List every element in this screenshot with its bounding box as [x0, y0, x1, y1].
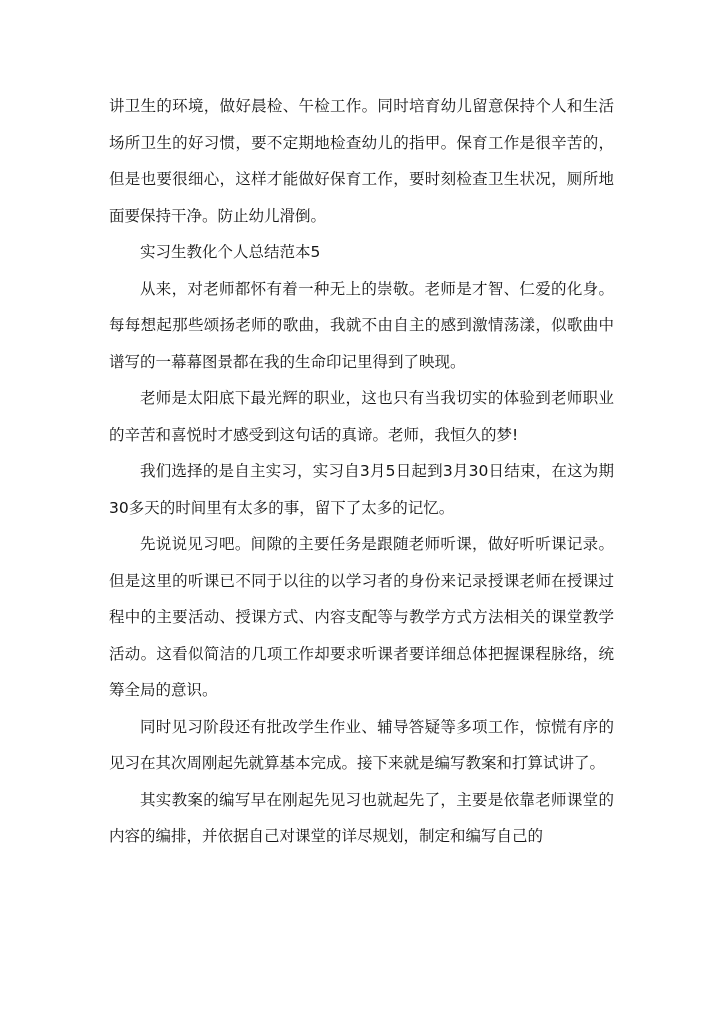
paragraph: 老师是太阳底下最光辉的职业，这也只有当我切实的体验到老师职业的辛苦和喜悦时才感受到这句话的真谛。老师，我恒久的梦! [109, 389, 614, 444]
paragraph-continued: 讲卫生的环境，做好晨检、午检工作。同时培育幼儿留意保持个人和生活场所卫生的好习惯，要不定期地检查幼儿的指甲。保育工作是很辛苦的，但是也要很细心，这样才能做好保育工作，要时刻检查卫生状况，厕所地面要保持干净。防止幼儿滑倒。 [109, 97, 614, 225]
paragraph: 从来，对老师都怀有着一种无上的崇敬。老师是才智、仁爱的化身。每每想起那些颂扬老师的歌曲，我就不由自主的感到激情荡漾，似歌曲中谱写的一幕幕图景都在我的生命印记里得到了映现。 [109, 279, 614, 371]
document-body [109, 88, 614, 855]
section-heading: 实习生教化个人总结范本5 [140, 243, 321, 261]
paragraph: 先说说见习吧。间隙的主要任务是跟随老师听课，做好听听课记录。但是这里的听课已不同于以往的以学习者的身份来记录授课老师在授课过程中的主要活动、授课方式、内容支配等与教学方式方法相关的课堂教学活动。这看似简洁的几项工作却要求听课者要详细总体把握课程脉络，统筹全局的意识。 [109, 535, 614, 699]
paragraph: 同时见习阶段还有批改学生作业、辅导答疑等多项工作，惊慌有序的见习在其次周刚起先就算基本完成。接下来就是编写教案和打算试讲了。 [109, 717, 614, 772]
paragraph: 其实教案的编写早在刚起先见习也就起先了，主要是依靠老师课堂的内容的编排，并依据自己对课堂的详尽规划，制定和编写自己的 [109, 790, 614, 845]
paragraph: 我们选择的是自主实习，实习自3月5日起到3月30日结束，在这为期30多天的时间里有太多的事，留下了太多的记忆。 [109, 462, 614, 517]
